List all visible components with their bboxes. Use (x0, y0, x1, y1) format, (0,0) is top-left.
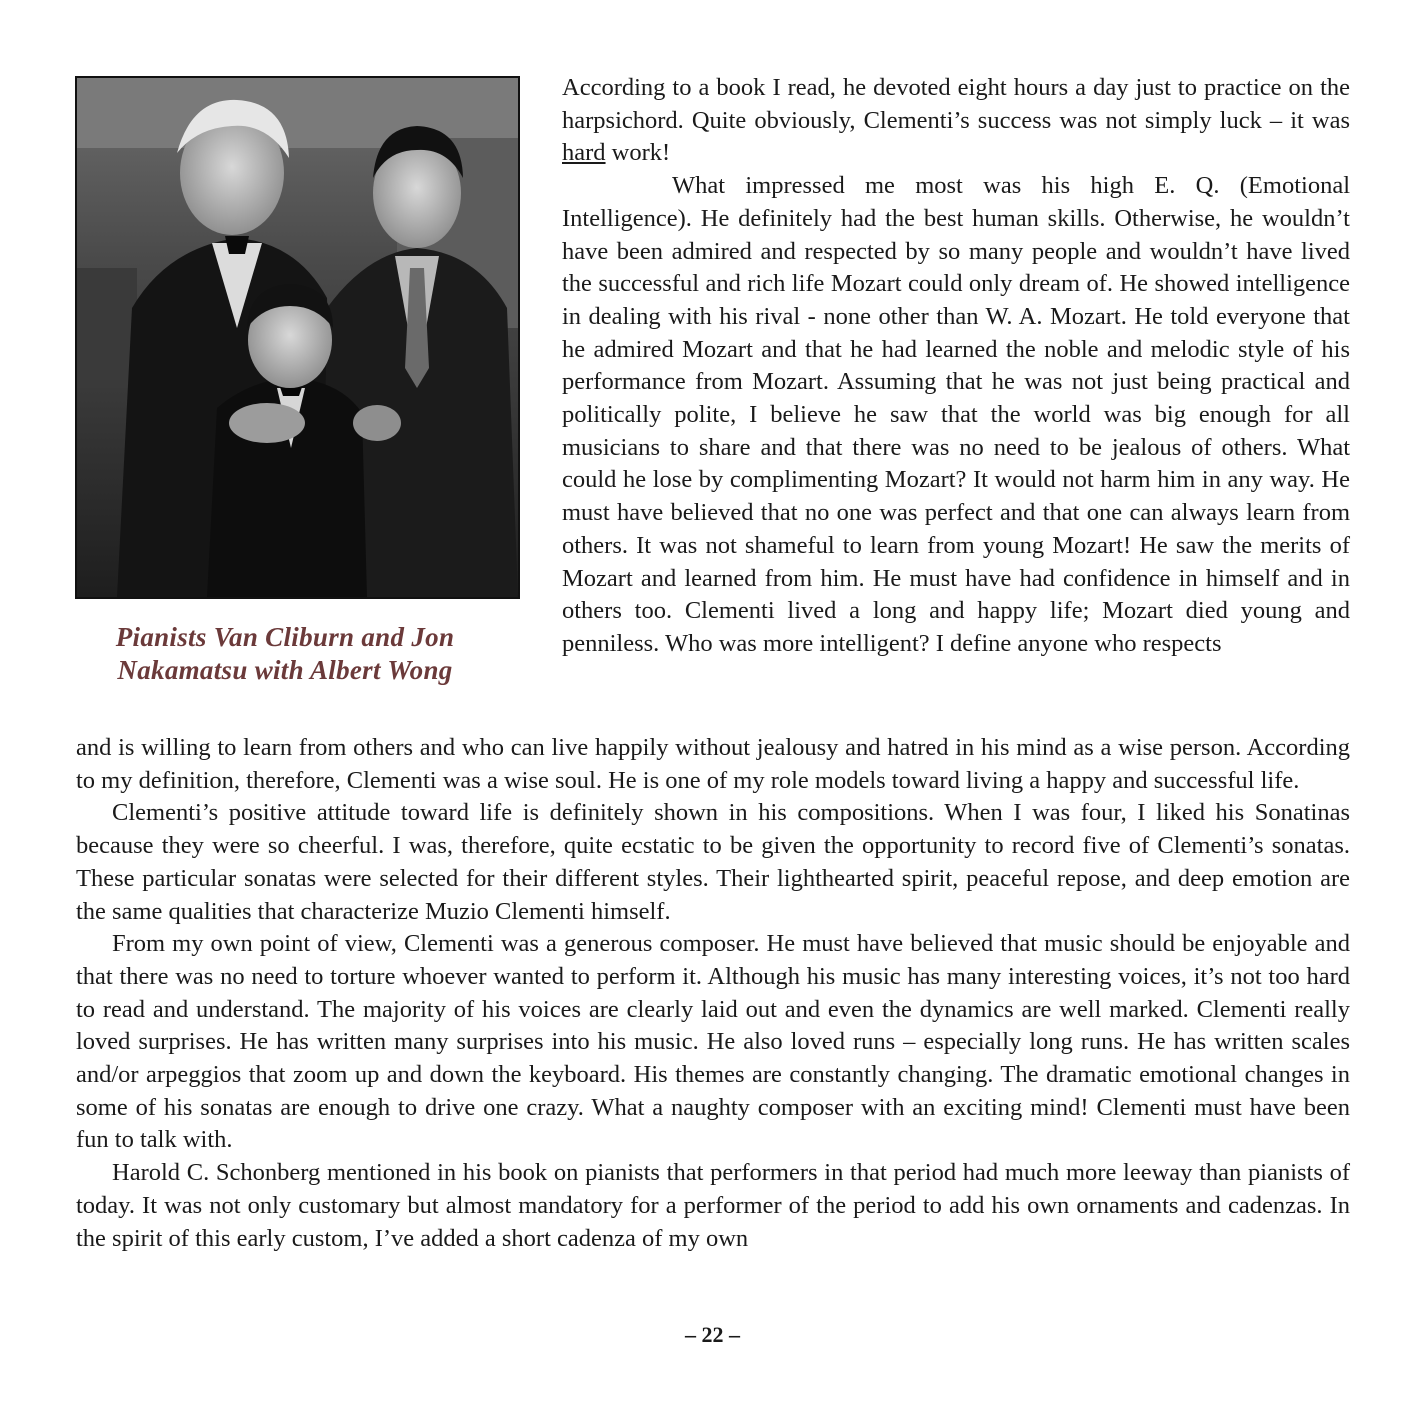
paragraph-2-bottom: and is willing to learn from others and who can live happily without jealousy and hatred in his mind as a wise person. According to my definition, therefore, Clementi was a wise soul. He is one of my role models toward living a happy and successful life. (76, 734, 1350, 794)
page-number: – 22 – (685, 1322, 740, 1347)
paragraph-1 (562, 72, 1350, 170)
paragraph-5: Harold C. Schonberg mentioned in his book on pianists that performers in that period had much more leeway than pianists of today. It was not only customary but almost mandatory for a performer of the period to add his own ornaments and cadenzas. In the spirit of this early custom, I’ve added a short cadenza of my own (76, 1159, 1350, 1252)
full-width-text (76, 732, 1350, 1255)
photo (75, 76, 520, 599)
underlined-word: hard (562, 139, 606, 167)
paragraph-3: Clementi’s positive attitude toward life is definitely shown in his compositions. When I was four, I liked his Sonatinas because they were so cheerful. I was, therefore, quite ecstatic to be given the opportunity to record five of Clementi’s sonatas. These particular sonatas were selected for their different styles. Their lighthearted spirit, peaceful repose, and deep emotion are the same qualities that characterize Muzio Clementi himself. (76, 799, 1350, 925)
paragraph-1-text-a: According to a book I read, he devoted eight hours a day just to practice on the harpsichord. Quite obviously, Clementi’s success was not simply luck – it was (562, 74, 1350, 134)
paragraph-4: From my own point of view, Clementi was a generous composer. He must have believed that music should be enjoyable and that there was no need to torture whoever wanted to perform it. Although his music has many interesting voices, it’s not too hard to read and understand. The majority of his voices are clearly laid out and even the dynamics are well marked. Clementi really loved surprises. He has written many surprises into his music. He also loved runs – especially long runs. He has written scales and/or arpeggios that zoom up and down the keyboard. His themes are constantly changing. The dramatic emotional changes in some of his sonatas are enough to drive one crazy. What a naughty composer with an exciting mind! Clementi must have been fun to talk with. (76, 930, 1350, 1154)
photo-block (75, 76, 520, 687)
photo-of-three-people-icon (77, 78, 518, 597)
paragraph-2-top: What impressed me most was his high E. Q. (Emotional Intelligence). He definitely had the best human skills. Otherwise, he wouldn’t have been admired and respected by so many people and wouldn’t have lived the successful and rich life Mozart could only dream of. He showed intelligence in dealing with his rival - none other than W. A. Mozart. He told everyone that he admired Mozart and that he had learned the noble and melodic style of his performance from Mozart. Assuming that he was not just being practical and politically polite, I believe he saw that the world was big enough for all musicians to share and that there was no need to be jealous of others. What could he lose by complimenting Mozart? It would not harm him in any way. He must have believed that no one was perfect and that one can always learn from others. It was not shameful to learn from young Mozart! He saw the merits of Mozart and learned from him. He must have had confidence in himself and in others too. Clementi lived a long and happy life; Mozart died young and penniless. Who was more intelligent? I define anyone who respects (562, 172, 1350, 657)
paragraph-1-text-b: work! (605, 139, 671, 167)
caption-line-2: Nakamatsu with Albert Wong (117, 655, 453, 685)
photo-caption (75, 621, 495, 687)
right-column-text (562, 72, 1350, 661)
caption-line-1: Pianists Van Cliburn and Jon (115, 622, 455, 652)
